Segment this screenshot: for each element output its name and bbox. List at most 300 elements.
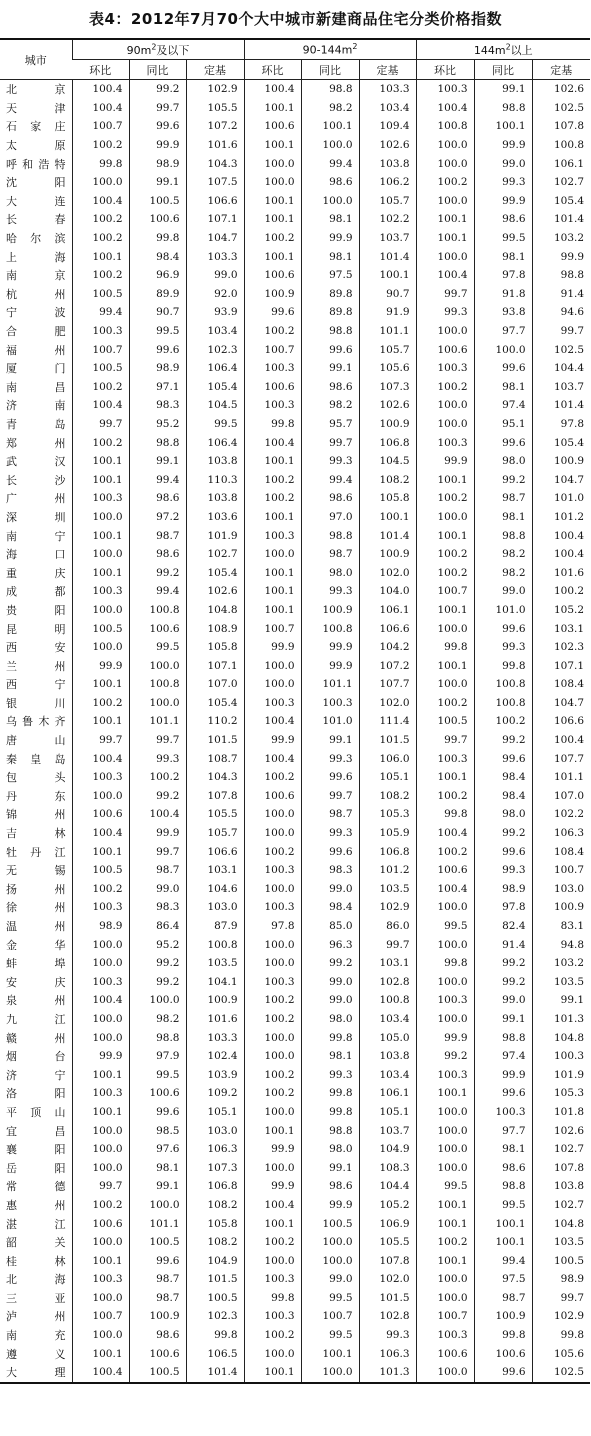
- large-base: 105.4: [532, 192, 590, 211]
- subheader-mom: 环比: [244, 60, 301, 80]
- small-mom: 99.7: [72, 731, 129, 750]
- large-yoy: 99.3: [474, 173, 532, 192]
- large-mom: 100.4: [416, 266, 474, 285]
- large-yoy: 99.1: [474, 1010, 532, 1029]
- table-row: [0, 378, 590, 397]
- small-mom: 99.9: [72, 1047, 129, 1066]
- medium-yoy: 99.9: [301, 656, 359, 675]
- large-base: 101.1: [532, 768, 590, 787]
- medium-yoy: 99.9: [301, 229, 359, 248]
- large-mom: 100.2: [416, 787, 474, 806]
- medium-mom: 100.1: [244, 582, 301, 601]
- small-mom: 100.5: [72, 285, 129, 304]
- small-base: 101.5: [186, 1270, 244, 1289]
- small-mom: 100.2: [72, 694, 129, 713]
- small-mom: 100.3: [72, 898, 129, 917]
- large-mom: 100.1: [416, 210, 474, 229]
- medium-base: 103.1: [359, 954, 416, 973]
- large-yoy: 99.0: [474, 582, 532, 601]
- medium-yoy: 99.3: [301, 582, 359, 601]
- small-base: 103.4: [186, 322, 244, 341]
- small-mom: 100.5: [72, 619, 129, 638]
- small-yoy: 99.4: [129, 470, 186, 489]
- city-cell: 北 海: [6, 1273, 66, 1287]
- small-yoy: 99.6: [129, 340, 186, 359]
- small-mom: 100.4: [72, 192, 129, 211]
- medium-base: 105.5: [359, 1233, 416, 1252]
- medium-yoy: 89.8: [301, 303, 359, 322]
- medium-yoy: 98.7: [301, 805, 359, 824]
- small-yoy: 95.2: [129, 935, 186, 954]
- large-base: 102.5: [532, 1363, 590, 1383]
- medium-yoy: 99.4: [301, 154, 359, 173]
- medium-mom: 100.4: [244, 80, 301, 99]
- subheader-yoy: 同比: [129, 60, 186, 80]
- large-mom: 100.0: [416, 619, 474, 638]
- small-base: 107.1: [186, 656, 244, 675]
- small-base: 102.3: [186, 1307, 244, 1326]
- large-mom: 100.1: [416, 229, 474, 248]
- large-yoy: 99.6: [474, 1084, 532, 1103]
- medium-base: 101.2: [359, 861, 416, 880]
- city-cell: 西 宁: [6, 678, 66, 692]
- large-mom: 99.7: [416, 731, 474, 750]
- medium-base: 104.2: [359, 638, 416, 657]
- small-yoy: 100.6: [129, 1344, 186, 1363]
- table-row: [0, 1196, 590, 1215]
- small-yoy: 100.5: [129, 1233, 186, 1252]
- medium-yoy: 98.8: [301, 526, 359, 545]
- city-cell: 唐 山: [6, 734, 66, 748]
- small-base: 104.9: [186, 1251, 244, 1270]
- medium-base: 100.9: [359, 545, 416, 564]
- large-base: 102.7: [532, 1140, 590, 1159]
- small-yoy: 99.4: [129, 582, 186, 601]
- city-cell: 深 圳: [6, 510, 66, 524]
- medium-mom: 100.2: [244, 322, 301, 341]
- medium-mom: 100.0: [244, 954, 301, 973]
- small-yoy: 99.2: [129, 563, 186, 582]
- small-base: 105.8: [186, 638, 244, 657]
- large-yoy: 99.6: [474, 433, 532, 452]
- medium-yoy: 98.0: [301, 1010, 359, 1029]
- medium-yoy: 98.0: [301, 1140, 359, 1159]
- city-cell: 宁 波: [6, 306, 66, 320]
- medium-mom: 99.6: [244, 303, 301, 322]
- city-cell: 呼和浩特: [6, 157, 66, 171]
- table-body: [0, 80, 590, 1383]
- small-yoy: 100.2: [129, 768, 186, 787]
- medium-yoy: 89.8: [301, 285, 359, 304]
- small-yoy: 100.0: [129, 1196, 186, 1215]
- small-yoy: 96.9: [129, 266, 186, 285]
- large-mom: 100.0: [416, 1158, 474, 1177]
- small-yoy: 99.2: [129, 973, 186, 992]
- small-yoy: 100.6: [129, 210, 186, 229]
- medium-base: 99.7: [359, 935, 416, 954]
- medium-base: 101.4: [359, 247, 416, 266]
- small-base: 107.0: [186, 675, 244, 694]
- large-base: 102.7: [532, 173, 590, 192]
- table-row: [0, 1140, 590, 1159]
- small-yoy: 99.6: [129, 1251, 186, 1270]
- medium-yoy: 99.1: [301, 731, 359, 750]
- city-cell: 无 锡: [6, 864, 66, 878]
- table-row: [0, 768, 590, 787]
- table-row: [0, 731, 590, 750]
- medium-mom: 100.2: [244, 1010, 301, 1029]
- large-yoy: 93.8: [474, 303, 532, 322]
- city-cell: 银 川: [6, 696, 66, 710]
- small-yoy: 97.2: [129, 508, 186, 527]
- small-mom: 100.5: [72, 861, 129, 880]
- medium-yoy: 99.9: [301, 638, 359, 657]
- large-mom: 99.3: [416, 303, 474, 322]
- medium-base: 106.2: [359, 173, 416, 192]
- small-yoy: 99.6: [129, 1103, 186, 1122]
- medium-base: 105.3: [359, 805, 416, 824]
- medium-yoy: 100.0: [301, 136, 359, 155]
- table-row: [0, 340, 590, 359]
- small-base: 93.9: [186, 303, 244, 322]
- group-header-medium: $90-144m^2$: [244, 39, 416, 60]
- small-mom: 100.3: [72, 973, 129, 992]
- city-cell: 韶 关: [6, 1236, 66, 1250]
- small-base: 104.5: [186, 396, 244, 415]
- medium-base: 103.3: [359, 80, 416, 99]
- small-yoy: 99.7: [129, 842, 186, 861]
- large-yoy: 100.1: [474, 117, 532, 136]
- subheader-yoy: 同比: [474, 60, 532, 80]
- city-cell: 牡丹江: [6, 845, 66, 859]
- medium-mom: 100.1: [244, 452, 301, 471]
- large-base: 104.8: [532, 1214, 590, 1233]
- small-base: 103.8: [186, 489, 244, 508]
- medium-yoy: 97.0: [301, 508, 359, 527]
- large-mom: 100.6: [416, 861, 474, 880]
- medium-yoy: 98.2: [301, 396, 359, 415]
- small-base: 108.2: [186, 1196, 244, 1215]
- small-mom: 100.1: [72, 470, 129, 489]
- large-mom: 100.0: [416, 136, 474, 155]
- large-mom: 100.4: [416, 880, 474, 899]
- small-base: 101.4: [186, 1363, 244, 1383]
- large-base: 102.7: [532, 1196, 590, 1215]
- medium-base: 104.0: [359, 582, 416, 601]
- small-yoy: 99.0: [129, 880, 186, 899]
- small-mom: 100.1: [72, 842, 129, 861]
- small-base: 101.9: [186, 526, 244, 545]
- medium-yoy: 99.3: [301, 824, 359, 843]
- small-base: 103.5: [186, 954, 244, 973]
- large-mom: 100.0: [416, 1140, 474, 1159]
- small-base: 102.7: [186, 545, 244, 564]
- table-row: [0, 973, 590, 992]
- table-row: [0, 266, 590, 285]
- medium-base: 105.9: [359, 824, 416, 843]
- large-base: 103.2: [532, 954, 590, 973]
- large-mom: 99.8: [416, 954, 474, 973]
- large-yoy: 97.7: [474, 322, 532, 341]
- medium-mom: 100.0: [244, 545, 301, 564]
- large-mom: 100.4: [416, 99, 474, 118]
- medium-base: 111.4: [359, 712, 416, 731]
- medium-mom: 100.2: [244, 470, 301, 489]
- table-row: [0, 805, 590, 824]
- medium-base: 103.4: [359, 99, 416, 118]
- small-mom: 100.1: [72, 247, 129, 266]
- city-cell: 锦 州: [6, 808, 66, 822]
- medium-mom: 100.4: [244, 749, 301, 768]
- medium-base: 105.1: [359, 768, 416, 787]
- large-yoy: 98.1: [474, 508, 532, 527]
- small-base: 103.0: [186, 898, 244, 917]
- large-yoy: 100.3: [474, 1103, 532, 1122]
- city-cell: 赣 州: [6, 1031, 66, 1045]
- small-base: 101.6: [186, 1010, 244, 1029]
- small-yoy: 99.5: [129, 638, 186, 657]
- large-base: 106.6: [532, 712, 590, 731]
- table-row: [0, 415, 590, 434]
- small-base: 103.0: [186, 1121, 244, 1140]
- large-yoy: 100.9: [474, 1307, 532, 1326]
- small-yoy: 98.8: [129, 1028, 186, 1047]
- large-base: 100.5: [532, 1251, 590, 1270]
- small-yoy: 100.6: [129, 619, 186, 638]
- small-base: 104.6: [186, 880, 244, 899]
- large-yoy: 98.7: [474, 489, 532, 508]
- medium-mom: 97.8: [244, 917, 301, 936]
- small-base: 106.4: [186, 433, 244, 452]
- large-yoy: 99.6: [474, 842, 532, 861]
- medium-mom: 100.3: [244, 973, 301, 992]
- medium-yoy: 99.3: [301, 452, 359, 471]
- medium-mom: 100.9: [244, 285, 301, 304]
- medium-mom: 100.2: [244, 229, 301, 248]
- large-mom: 100.7: [416, 582, 474, 601]
- large-mom: 100.0: [416, 322, 474, 341]
- city-cell: 湛 江: [6, 1217, 66, 1231]
- small-mom: 100.0: [72, 954, 129, 973]
- small-yoy: 99.5: [129, 1065, 186, 1084]
- medium-yoy: 99.1: [301, 359, 359, 378]
- small-yoy: 99.2: [129, 80, 186, 99]
- table-row: [0, 1326, 590, 1345]
- medium-yoy: 100.3: [301, 694, 359, 713]
- small-mom: 100.4: [72, 80, 129, 99]
- medium-base: 101.3: [359, 1363, 416, 1383]
- large-base: 100.8: [532, 136, 590, 155]
- city-cell: 济 南: [6, 399, 66, 413]
- small-mom: 100.1: [72, 1251, 129, 1270]
- large-base: 108.4: [532, 675, 590, 694]
- small-base: 100.8: [186, 935, 244, 954]
- medium-mom: 100.2: [244, 991, 301, 1010]
- small-yoy: 86.4: [129, 917, 186, 936]
- large-yoy: 99.0: [474, 991, 532, 1010]
- city-cell: 天 津: [6, 101, 66, 115]
- small-base: 107.3: [186, 1158, 244, 1177]
- medium-base: 102.6: [359, 136, 416, 155]
- medium-yoy: 100.8: [301, 619, 359, 638]
- medium-mom: 100.3: [244, 898, 301, 917]
- small-mom: 100.0: [72, 1140, 129, 1159]
- city-cell: 长 春: [6, 213, 66, 227]
- medium-yoy: 100.1: [301, 1344, 359, 1363]
- small-base: 109.2: [186, 1084, 244, 1103]
- large-base: 103.5: [532, 973, 590, 992]
- small-mom: 100.1: [72, 675, 129, 694]
- large-yoy: 99.5: [474, 229, 532, 248]
- small-mom: 100.6: [72, 805, 129, 824]
- table-row: [0, 136, 590, 155]
- table-row: [0, 582, 590, 601]
- table-row: [0, 1028, 590, 1047]
- large-yoy: 100.0: [474, 340, 532, 359]
- medium-base: 101.1: [359, 322, 416, 341]
- small-yoy: 98.7: [129, 861, 186, 880]
- small-yoy: 98.6: [129, 545, 186, 564]
- medium-yoy: 98.8: [301, 322, 359, 341]
- medium-base: 103.8: [359, 154, 416, 173]
- table-row: [0, 80, 590, 99]
- small-yoy: 98.6: [129, 1326, 186, 1345]
- table-row: [0, 1214, 590, 1233]
- table-row: [0, 508, 590, 527]
- small-base: 102.9: [186, 80, 244, 99]
- small-mom: 100.4: [72, 991, 129, 1010]
- small-mom: 100.0: [72, 787, 129, 806]
- medium-base: 102.8: [359, 973, 416, 992]
- large-base: 99.7: [532, 1289, 590, 1308]
- large-base: 105.3: [532, 1084, 590, 1103]
- medium-yoy: 98.8: [301, 80, 359, 99]
- large-yoy: 99.9: [474, 192, 532, 211]
- small-mom: 100.1: [72, 712, 129, 731]
- medium-base: 102.0: [359, 1270, 416, 1289]
- small-yoy: 101.1: [129, 1214, 186, 1233]
- small-yoy: 90.7: [129, 303, 186, 322]
- medium-yoy: 98.8: [301, 1121, 359, 1140]
- large-base: 100.4: [532, 545, 590, 564]
- large-base: 101.4: [532, 396, 590, 415]
- small-base: 110.3: [186, 470, 244, 489]
- medium-yoy: 101.1: [301, 675, 359, 694]
- large-mom: 100.2: [416, 563, 474, 582]
- group-header-small: $90m^2$及以下: [72, 39, 244, 60]
- city-cell: 成 都: [6, 585, 66, 599]
- small-base: 106.6: [186, 192, 244, 211]
- city-header: 城市: [0, 39, 72, 80]
- large-base: 99.9: [532, 247, 590, 266]
- small-base: 101.5: [186, 731, 244, 750]
- city-cell: 包 头: [6, 771, 66, 785]
- small-base: 106.5: [186, 1344, 244, 1363]
- large-mom: 99.8: [416, 805, 474, 824]
- small-mom: 100.2: [72, 378, 129, 397]
- city-cell: 洛 阳: [6, 1087, 66, 1101]
- medium-mom: 100.1: [244, 192, 301, 211]
- city-cell: 吉 林: [6, 827, 66, 841]
- medium-yoy: 99.5: [301, 1289, 359, 1308]
- medium-yoy: 98.6: [301, 1177, 359, 1196]
- large-mom: 99.2: [416, 1047, 474, 1066]
- table-row: [0, 619, 590, 638]
- medium-base: 105.7: [359, 340, 416, 359]
- small-yoy: 95.2: [129, 415, 186, 434]
- medium-yoy: 97.5: [301, 266, 359, 285]
- subheader-base: 定基: [186, 60, 244, 80]
- small-mom: 100.0: [72, 935, 129, 954]
- large-mom: 100.7: [416, 1307, 474, 1326]
- small-mom: 100.2: [72, 433, 129, 452]
- table-row: [0, 1065, 590, 1084]
- small-base: 105.1: [186, 1103, 244, 1122]
- large-yoy: 99.5: [474, 1196, 532, 1215]
- city-cell: 兰 州: [6, 659, 66, 673]
- medium-yoy: 99.8: [301, 1028, 359, 1047]
- medium-base: 108.2: [359, 787, 416, 806]
- medium-base: 105.8: [359, 489, 416, 508]
- large-base: 107.8: [532, 1158, 590, 1177]
- small-base: 108.9: [186, 619, 244, 638]
- medium-mom: 100.7: [244, 619, 301, 638]
- medium-base: 103.7: [359, 1121, 416, 1140]
- large-base: 106.3: [532, 824, 590, 843]
- subheader-mom: 环比: [416, 60, 474, 80]
- large-base: 100.7: [532, 861, 590, 880]
- medium-base: 108.3: [359, 1158, 416, 1177]
- large-yoy: 99.8: [474, 1326, 532, 1345]
- small-base: 104.7: [186, 229, 244, 248]
- small-mom: 99.7: [72, 415, 129, 434]
- small-base: 106.4: [186, 359, 244, 378]
- medium-yoy: 98.1: [301, 247, 359, 266]
- small-yoy: 100.0: [129, 991, 186, 1010]
- small-yoy: 98.8: [129, 433, 186, 452]
- small-mom: 100.2: [72, 1196, 129, 1215]
- table-row: [0, 824, 590, 843]
- small-yoy: 99.1: [129, 173, 186, 192]
- large-base: 102.5: [532, 340, 590, 359]
- medium-yoy: 99.0: [301, 973, 359, 992]
- large-mom: 100.1: [416, 1251, 474, 1270]
- table-row: [0, 1010, 590, 1029]
- table-row: [0, 396, 590, 415]
- large-mom: 100.0: [416, 415, 474, 434]
- medium-yoy: 98.3: [301, 861, 359, 880]
- medium-yoy: 99.0: [301, 1270, 359, 1289]
- medium-yoy: 99.1: [301, 1158, 359, 1177]
- small-base: 105.4: [186, 563, 244, 582]
- large-yoy: 95.1: [474, 415, 532, 434]
- medium-mom: 100.2: [244, 1326, 301, 1345]
- large-yoy: 100.8: [474, 694, 532, 713]
- city-cell: 南 昌: [6, 380, 66, 394]
- medium-mom: 99.8: [244, 415, 301, 434]
- medium-mom: 100.6: [244, 117, 301, 136]
- small-base: 104.8: [186, 601, 244, 620]
- table-row: [0, 917, 590, 936]
- city-cell: 温 州: [6, 920, 66, 934]
- medium-base: 105.7: [359, 192, 416, 211]
- small-yoy: 98.7: [129, 526, 186, 545]
- medium-base: 91.9: [359, 303, 416, 322]
- medium-yoy: 99.8: [301, 1084, 359, 1103]
- small-base: 103.8: [186, 452, 244, 471]
- city-cell: 北 京: [6, 83, 66, 97]
- large-base: 107.0: [532, 787, 590, 806]
